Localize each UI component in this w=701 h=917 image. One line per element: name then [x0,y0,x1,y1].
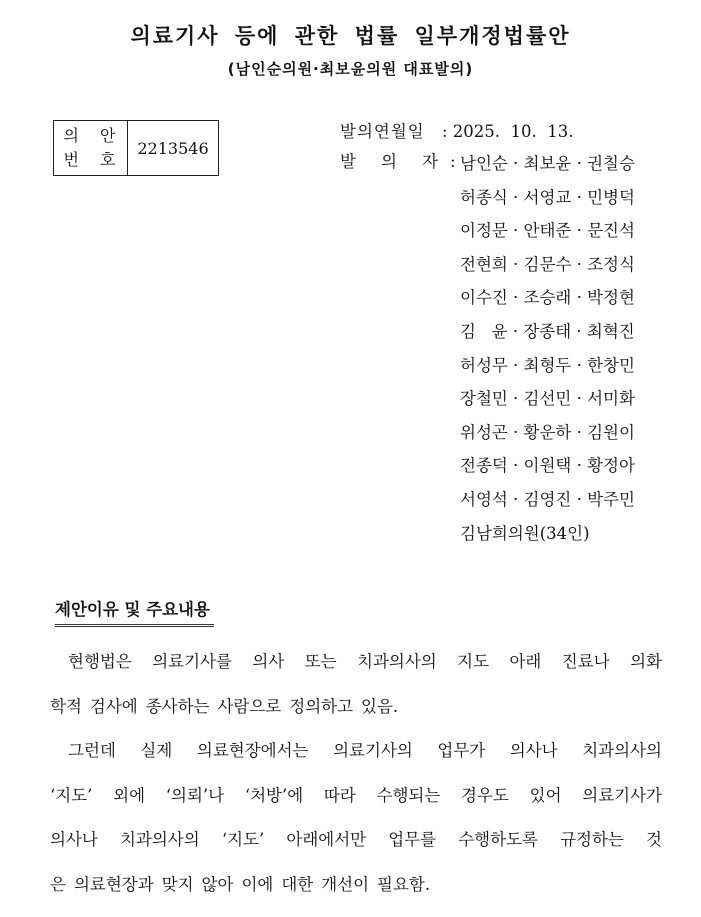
proposer-label-char-1: 발 [340,150,356,180]
bill-number-box [53,120,219,176]
body-word: 따라 [324,784,356,829]
proposal-date-row [340,120,574,150]
body-word: 수행하도록 [458,828,538,873]
proposer-colon: : [450,150,456,180]
body-word: 않아 [202,873,234,917]
body-word: 것 [646,828,662,873]
body-word: 그런데 [68,739,116,784]
bill-number-label [54,121,128,175]
proposer-line: 이수진 · 조승래 · 박정현 [460,286,635,320]
body-word: 치과의사의 [120,828,200,873]
section-heading: 제안이유 및 주요내용 [55,596,214,627]
proposal-date-value: : 2025. 10. 13. [442,120,574,150]
body-word: 개선이 [321,873,369,917]
body-word: 업무가 [437,739,485,784]
body-word: ‘의뢰’나 [166,784,224,829]
bill-number-value: 2213546 [128,121,218,175]
proposer-line: 장철민 · 김선민 · 서미화 [460,387,635,421]
body-line [50,784,662,829]
body-line [50,828,662,873]
body-word: 정의하고 [289,695,353,740]
body-word: 의료기사를 [152,650,232,695]
body-word: 의사 [252,650,284,695]
body-word: 또는 [305,650,337,695]
body-word: 아래 [509,650,541,695]
section-body [50,650,662,917]
proposer-line: 김 윤 · 장종태 · 최혁진 [460,320,635,354]
body-line [50,650,662,695]
body-word: 검사에 [90,695,138,740]
body-word: 외에 [113,784,145,829]
proposer-line: 김남희의원(34인) [460,522,635,556]
body-word: 규정하는 [560,828,624,873]
body-word: ‘지도’ [50,784,92,829]
proposer-line: 허종식 · 서영교 · 민병덕 [460,186,635,220]
body-line [50,873,662,917]
body-word: 대한 [281,873,313,917]
bill-label-line-1: 의 안 [64,124,124,148]
body-word: 은 [50,873,66,917]
body-word: ‘처방’에 [245,784,303,829]
body-word: 경우도 [461,784,509,829]
body-word: 맞지 [162,873,194,917]
body-word: 아래에서만 [286,828,366,873]
document-title: 의료기사 등에 관한 법률 일부개정법률안 [0,20,701,50]
body-word: 의료현장과 [74,873,154,917]
body-word: 업무를 [388,828,436,873]
proposer-label [340,150,438,180]
proposer-label-char-3: 자 [422,150,438,180]
body-word: 실제 [140,739,172,784]
body-word: 이에 [241,873,273,917]
body-word: 진료나 [562,650,610,695]
proposer-line: 이정문 · 안태준 · 문진석 [460,219,635,253]
proposer-line: 허성무 · 최형두 · 한창민 [460,354,635,388]
body-word: 종사하는 [146,695,210,740]
body-line [50,739,662,784]
bill-label-line-2: 번 호 [64,148,124,172]
body-word: 지도 [457,650,489,695]
body-word: 의사나 [510,739,558,784]
proposer-label-char-2: 의 [381,150,397,180]
body-word: 의료현장에서는 [197,739,309,784]
proposer-line: 전현희 · 김문수 · 조정식 [460,253,635,287]
proposer-line: 서영석 · 김영진 · 박주민 [460,488,635,522]
body-word: 의료기사의 [333,739,413,784]
body-word: 의사나 [50,828,98,873]
document-subtitle: (남인순의원·최보윤의원 대표발의) [0,58,701,79]
body-word: 수행되는 [377,784,441,829]
proposer-list [460,152,635,555]
body-word: 치과의사의 [582,739,662,784]
body-word: 치과의사의 [357,650,437,695]
body-word: ‘지도’ [222,828,264,873]
body-word: 있음. [361,695,398,740]
proposer-line: 전종덕 · 이원택 · 황정아 [460,454,635,488]
body-word: 의화 [630,650,662,695]
body-word: 현행법은 [68,650,132,695]
proposer-line: 위성곤 · 황운하 · 김원이 [460,421,635,455]
body-word: 학적 [50,695,82,740]
body-word: 의료기사가 [582,784,662,829]
body-word: 사람으로 [217,695,281,740]
body-word: 필요함. [377,873,430,917]
proposer-line: 남인순 · 최보윤 · 권칠승 [460,152,635,186]
body-line [50,695,662,740]
proposal-date-label: 발의연월일 [340,120,442,150]
body-word: 있어 [530,784,562,829]
